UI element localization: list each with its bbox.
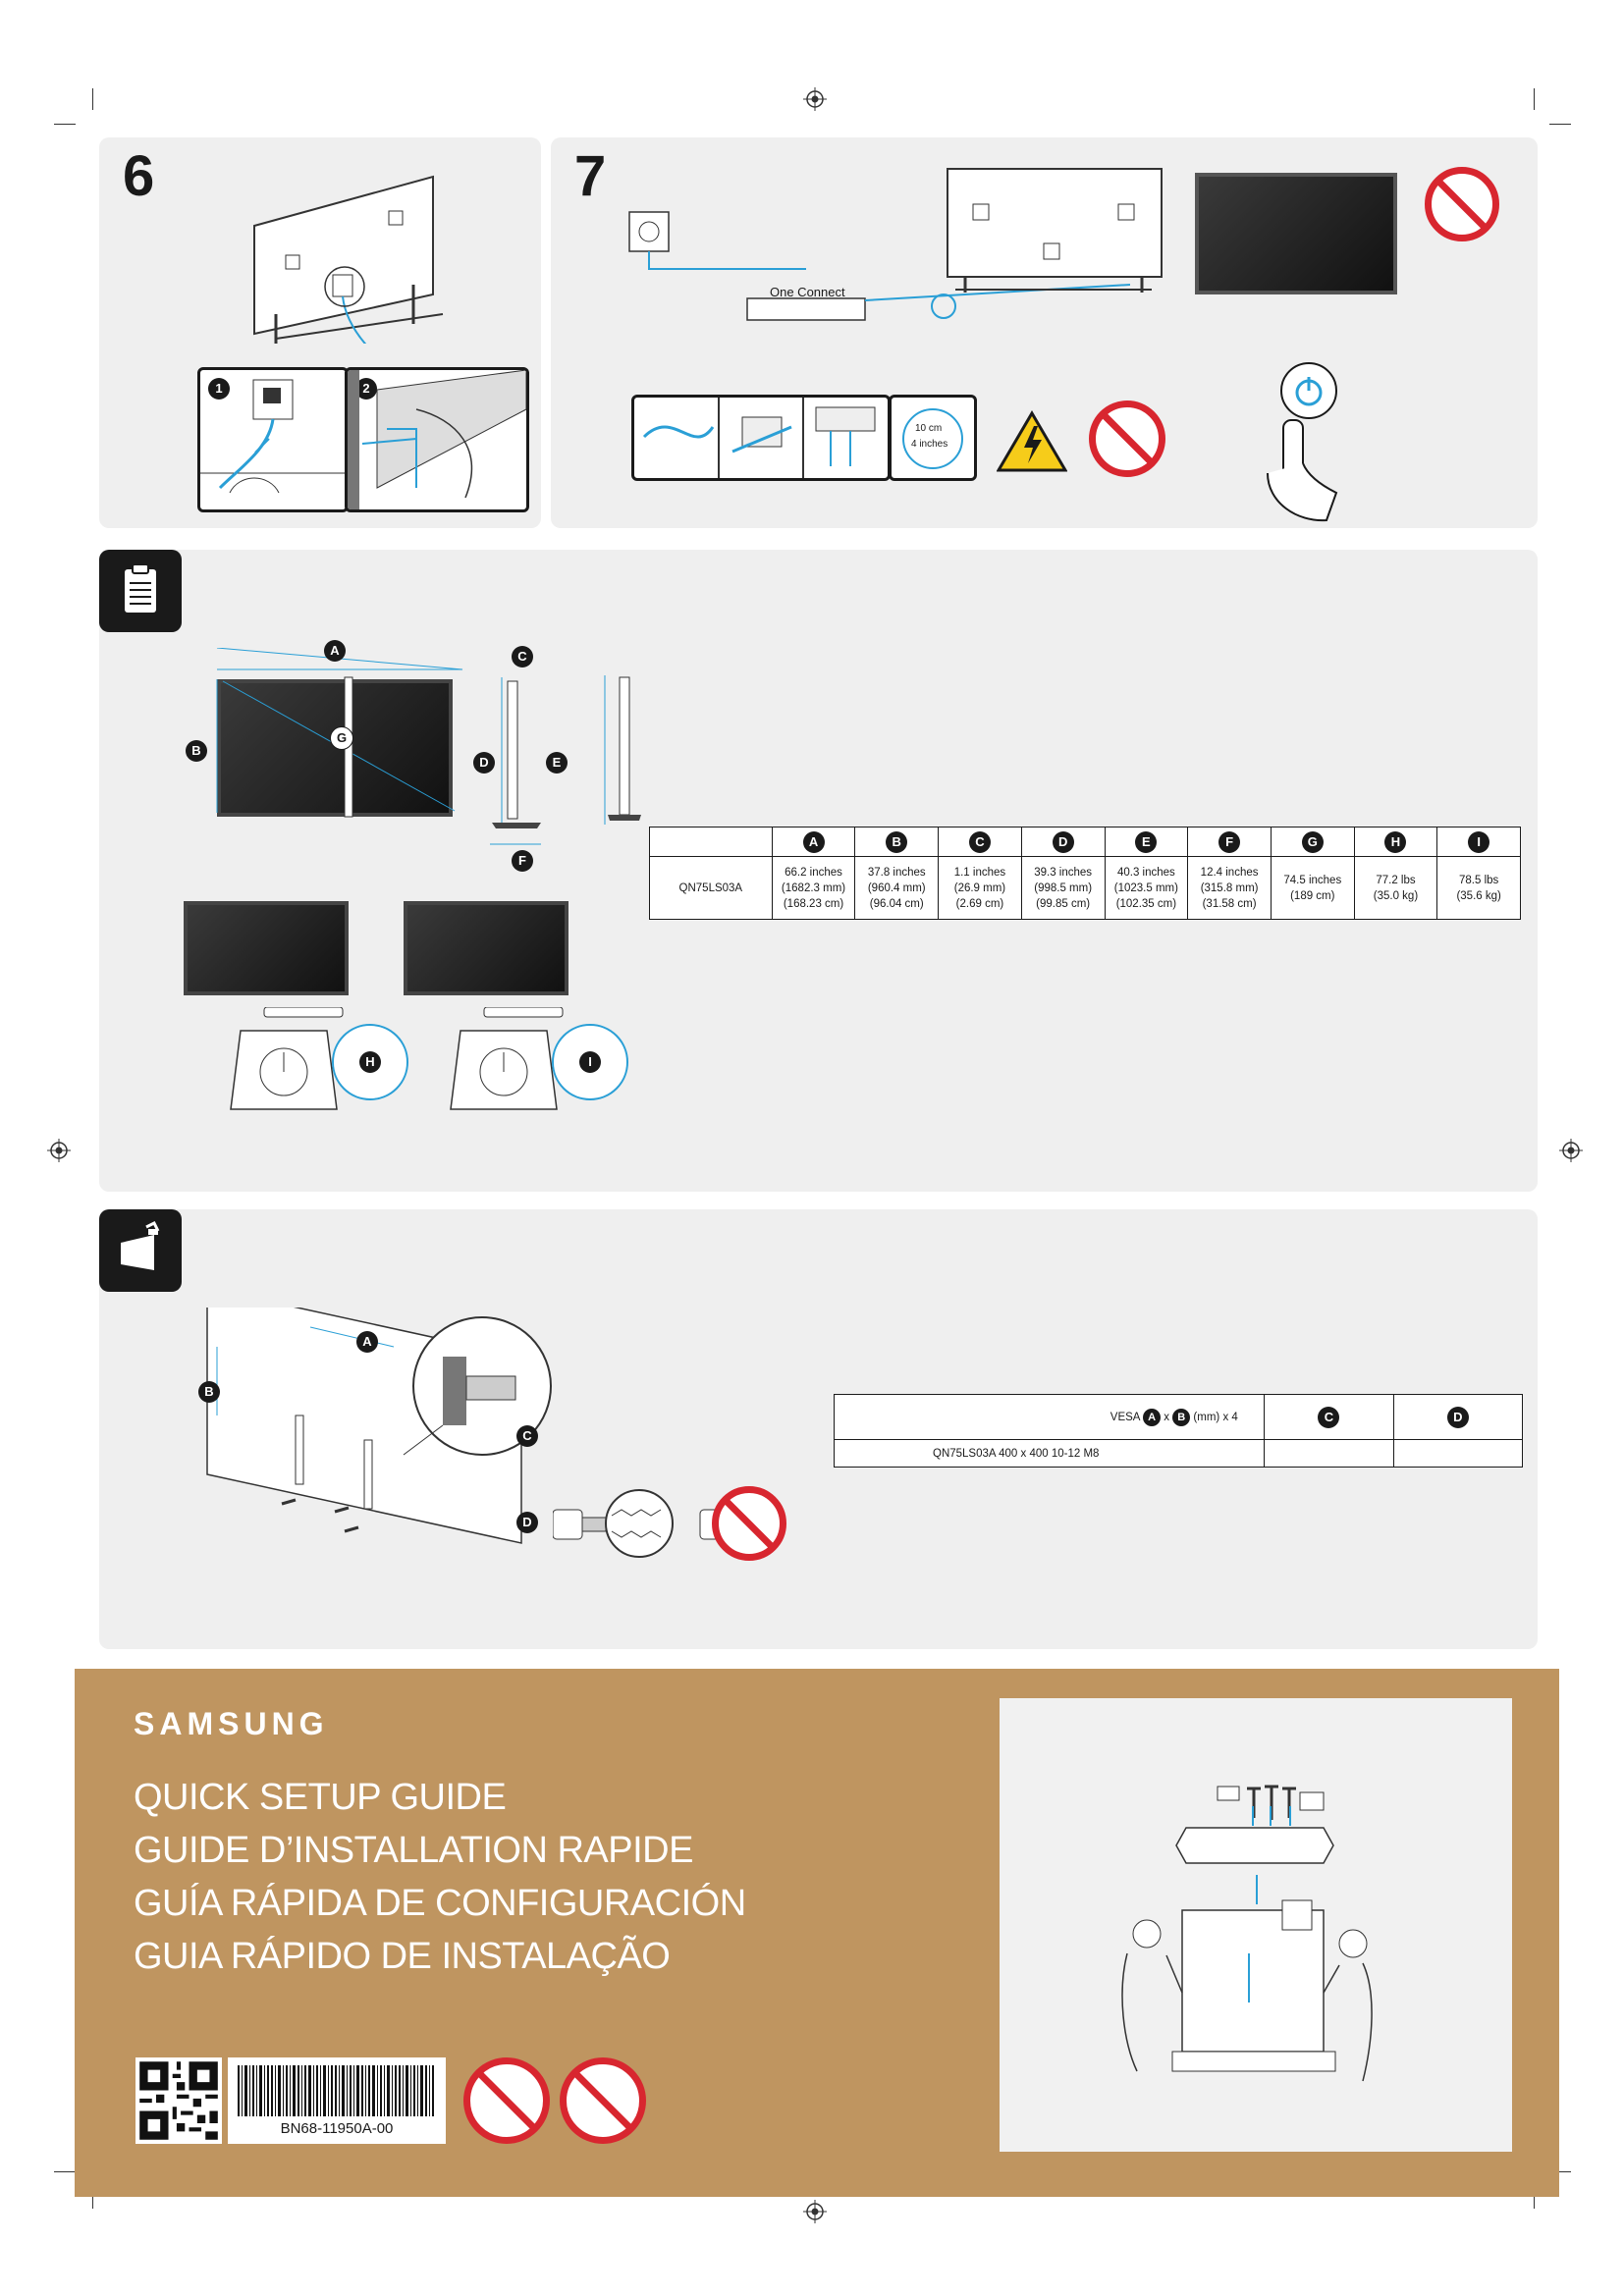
value-inches: 1.1 inches — [953, 866, 1006, 879]
guide-title-fr: GUIDE D’INSTALLATION RAPIDE — [134, 1830, 693, 1871]
table-cell-d — [1021, 857, 1105, 920]
vesa-label: VESA — [1110, 1411, 1140, 1423]
value-lbs: 77.2 lbs — [1376, 874, 1416, 886]
crop-mark — [1549, 124, 1571, 125]
vesa-table — [834, 1394, 1523, 1468]
value-mm: (960.4 mm) — [867, 881, 926, 894]
weight-label-i: I — [579, 1051, 601, 1073]
value-inches: 37.8 inches — [867, 866, 926, 879]
table-header-h: H — [1384, 831, 1406, 853]
table-cell-i — [1437, 857, 1521, 920]
table-header-empty — [650, 828, 773, 857]
dimension-label-e: E — [546, 752, 568, 774]
value-cm: (168.23 cm) — [783, 897, 844, 910]
value-kg: (35.6 kg) — [1456, 889, 1501, 902]
dimensions-table — [649, 827, 1521, 920]
step-6-substep-1 — [197, 367, 349, 512]
barcode — [228, 2061, 446, 2120]
value-cm: (31.58 cm) — [1202, 897, 1257, 910]
no-cable-bending-icon — [1089, 400, 1165, 477]
table-model-cell: QN75LS03A — [650, 857, 773, 920]
cover-footer — [75, 1669, 1559, 2197]
value-mm: (315.8 mm) — [1200, 881, 1259, 894]
dimension-label-c: C — [512, 646, 533, 667]
wall-mount-panel — [99, 1209, 1538, 1649]
one-connect-label: One Connect — [770, 285, 845, 299]
table-header-a: A — [803, 831, 825, 853]
tv-back-illustration — [246, 167, 492, 344]
weight-label-h: H — [359, 1051, 381, 1073]
dimensions-panel — [99, 550, 1538, 1192]
table-cell-a — [772, 857, 855, 920]
table-cell-f — [1188, 857, 1272, 920]
vesa-count: x 4 — [1222, 1411, 1238, 1423]
table-header-i: I — [1468, 831, 1489, 853]
cable-clip-illustration — [200, 370, 346, 509]
connection-detail-1 — [631, 395, 891, 481]
vesa-header-spec — [1110, 1395, 1265, 1440]
registration-mark-icon — [803, 87, 827, 111]
specifications-icon — [99, 550, 182, 632]
value-inches: 40.3 inches — [1116, 866, 1175, 879]
dimension-label-b: B — [186, 740, 207, 762]
value-cm: (99.85 cm) — [1036, 897, 1091, 910]
value-cm: (102.35 cm) — [1115, 897, 1177, 910]
dimension-label-d: D — [473, 752, 495, 774]
substep-number-badge: 1 — [208, 378, 230, 400]
value-cm: (96.04 cm) — [869, 897, 924, 910]
table-header-f: F — [1218, 831, 1240, 853]
registration-mark-icon — [1559, 1139, 1583, 1162]
wall-label-b: B — [198, 1381, 220, 1403]
no-tipping-warning-icon — [560, 2057, 646, 2144]
guide-title-es: GUÍA RÁPIDA DE CONFIGURACIÓN — [134, 1883, 746, 1924]
tv-back-ports-illustration — [946, 167, 1164, 294]
value-inches: 74.5 inches — [1283, 874, 1342, 886]
table-cell-h — [1354, 857, 1437, 920]
value-cm: (189 cm) — [1290, 889, 1335, 902]
vesa-unit: (mm) — [1193, 1411, 1220, 1423]
value-mm: (26.9 mm) — [953, 881, 1006, 894]
value-inches: 12.4 inches — [1200, 866, 1259, 879]
guide-title-en: QUICK SETUP GUIDE — [134, 1777, 507, 1818]
vesa-header-c: C — [1318, 1407, 1339, 1428]
crop-mark — [54, 124, 76, 125]
step-number: 7 — [574, 144, 607, 208]
cable-length-cm: 10 cm — [915, 423, 943, 434]
vesa-row — [835, 1440, 1265, 1468]
crop-mark — [92, 88, 93, 110]
vesa-row-c — [1265, 1440, 1393, 1468]
dimension-label-g: G — [330, 726, 353, 750]
substep-number-badge: 2 — [355, 378, 377, 400]
dimension-label-a: A — [324, 640, 346, 662]
table-header-g: G — [1302, 831, 1324, 853]
crop-mark — [1534, 88, 1535, 110]
wall-mount-illustration — [197, 1308, 639, 1612]
cable-routing-icon — [634, 398, 888, 478]
step-number: 6 — [123, 144, 155, 208]
dimension-label-f: F — [512, 850, 533, 872]
cable-loop-icon — [892, 398, 974, 478]
vesa-row-text: QN75LS03A 400 x 400 10-12 M8 — [933, 1447, 1100, 1460]
vesa-x: x — [1164, 1411, 1170, 1423]
value-inches: 66.2 inches — [785, 866, 842, 879]
value-mm: (1682.3 mm) — [781, 881, 846, 894]
vesa-b-badge: B — [1172, 1409, 1190, 1426]
no-crushing-warning-icon — [463, 2057, 550, 2144]
table-header-c: C — [969, 831, 991, 853]
table-header-b: B — [886, 831, 907, 853]
vesa-header-d: D — [1447, 1407, 1469, 1428]
step-6-substep-2 — [345, 367, 529, 512]
value-mm: (1023.5 mm) — [1113, 881, 1178, 894]
value-kg: (35.0 kg) — [1373, 889, 1419, 902]
wall-label-d: D — [516, 1512, 538, 1533]
clipboard-icon — [99, 550, 182, 632]
registration-mark-icon — [803, 2200, 827, 2223]
wall-label-a: A — [356, 1331, 378, 1353]
table-header-e: E — [1135, 831, 1157, 853]
wall-label-c: C — [516, 1425, 538, 1447]
unboxing-illustration-panel — [1000, 1698, 1512, 2152]
crop-mark — [54, 2171, 76, 2172]
table-cell-g — [1271, 857, 1354, 920]
vesa-a-badge: A — [1143, 1409, 1161, 1426]
tv-front-illustration — [1195, 173, 1397, 294]
vesa-row-d — [1393, 1440, 1522, 1468]
table-cell-c — [939, 857, 1022, 920]
qr-code — [135, 2057, 222, 2144]
registration-mark-icon — [47, 1139, 71, 1162]
weighing-scale-icon — [445, 1007, 641, 1115]
value-cm: (2.69 cm) — [955, 897, 1004, 910]
samsung-logo: SAMSUNG — [134, 1706, 329, 1741]
no-tipping-warning-icon — [1425, 167, 1499, 241]
table-cell-b — [855, 857, 939, 920]
wall-mount-icon — [99, 1209, 182, 1292]
remote-control-hand-icon — [1258, 414, 1346, 522]
wall-mount-section-icon — [99, 1209, 182, 1292]
cable-length-inches: 4 inches — [911, 439, 948, 450]
barcode-number: BN68-11950A-00 — [280, 2120, 394, 2137]
tv-weight-with-stand — [404, 901, 568, 995]
table-header-d: D — [1053, 831, 1074, 853]
barcode-label — [228, 2057, 446, 2144]
table-cell-e — [1105, 857, 1188, 920]
vesa-header-empty — [835, 1395, 1110, 1440]
stand-cable-illustration — [348, 370, 526, 509]
step-6-panel — [99, 137, 541, 528]
value-lbs: 78.5 lbs — [1459, 874, 1499, 886]
guide-title-pt: GUIA RÁPIDO DE INSTALAÇÃO — [134, 1936, 671, 1977]
value-inches: 39.3 inches — [1034, 866, 1093, 879]
power-button-icon — [1277, 359, 1340, 422]
value-mm: (998.5 mm) — [1034, 881, 1093, 894]
weighing-scale-icon — [225, 1007, 421, 1115]
step-7-panel — [551, 137, 1538, 528]
tv-weight-without-stand — [184, 901, 349, 995]
high-voltage-warning-icon — [997, 410, 1067, 473]
cable-loop-note — [889, 395, 977, 481]
unboxing-illustration — [1000, 1698, 1512, 2152]
incorrect-screw-warning-icon — [712, 1486, 786, 1561]
